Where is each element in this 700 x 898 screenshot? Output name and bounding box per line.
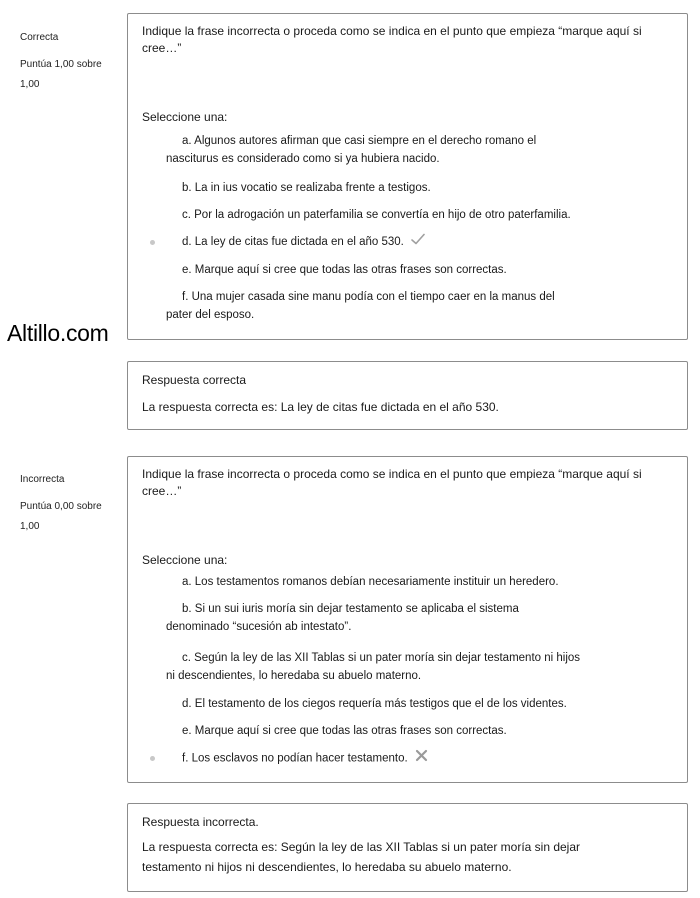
question-2-feedback [127, 803, 688, 892]
q2-option-c-line1: c. Según la ley de las XII Tablas si un pater moría sin dejar testamento ni hijos [182, 652, 581, 664]
check-icon [411, 233, 425, 251]
question-2-state: Incorrecta [20, 474, 65, 485]
question-1-grade: Puntúa 1,00 sobre 1,00 [20, 59, 102, 90]
question-2-prompt: Seleccione una: [142, 553, 228, 567]
question-2-feedback-line1: La respuesta correcta es: Según la ley de las XII Tablas si un pater moría sin dejar [142, 840, 581, 854]
question-2-feedback-title: Respuesta incorrecta. [142, 815, 259, 829]
q2-option-b[interactable] [166, 600, 636, 636]
q1-option-e[interactable] [182, 261, 507, 279]
q2-option-b-line1: b. Si un sui iuris moría sin dejar testamento se aplicaba el sistema [182, 603, 519, 615]
q2-option-d[interactable] [182, 695, 567, 713]
q2-option-f-radio[interactable] [150, 756, 155, 761]
q2-option-c-line2: ni descendientes, lo heredaba su abuelo materno. [166, 670, 422, 682]
q1-option-d-label: d. La ley de citas fue dictada en el año 530. [182, 236, 404, 249]
q1-option-a[interactable] [166, 132, 636, 168]
question-1-card [127, 13, 688, 340]
q2-option-a[interactable] [182, 573, 559, 591]
altillo-watermark: Altillo.com [7, 320, 109, 346]
q1-option-f-line1: f. Una mujer casada sine manu podía con el tiempo caer en la manus del [182, 291, 555, 303]
question-1-feedback-title: Respuesta correcta [142, 373, 247, 387]
question-2-info [20, 470, 118, 537]
question-2-card [127, 456, 688, 783]
question-1-feedback-body: La respuesta correcta es: La ley de citas fue dictada en el año 530. [142, 400, 499, 414]
q1-option-c-label: c. Por la adrogación un paterfamilia se convertía en hijo de otro paterfamilia. [182, 209, 571, 221]
question-1-info [20, 28, 118, 95]
q2-option-e-label: e. Marque aquí si cree que todas las otras frases son correctas. [182, 725, 507, 737]
cross-icon [415, 749, 428, 768]
q2-option-f-label: f. Los esclavos no podían hacer testamento. [182, 752, 408, 765]
question-1-text: Indique la frase incorrecta o proceda como se indica en el punto que empieza “marque aquí si cree…” [142, 24, 642, 55]
q2-option-c[interactable] [166, 649, 666, 685]
q1-option-b[interactable] [182, 179, 431, 197]
q2-option-b-line2: denominado “sucesión ab intestato”. [166, 621, 352, 633]
q2-option-d-label: d. El testamento de los ciegos requería más testigos que el de los videntes. [182, 698, 567, 710]
q1-option-e-label: e. Marque aquí si cree que todas las otras frases son correctas. [182, 264, 507, 276]
q1-option-a-line2: nasciturus es considerado como si ya hubiera nacido. [166, 153, 440, 165]
question-1-feedback [127, 361, 688, 430]
q1-option-f[interactable] [166, 288, 636, 324]
question-2-grade: Puntúa 0,00 sobre 1,00 [20, 501, 102, 532]
q2-option-e[interactable] [182, 722, 507, 740]
q1-option-c[interactable] [182, 206, 571, 224]
q1-option-d-radio[interactable] [150, 240, 155, 245]
q1-option-b-label: b. La in ius vocatio se realizaba frente a testigos. [182, 182, 431, 194]
q1-option-d[interactable] [182, 233, 425, 251]
q1-option-f-line2: pater del esposo. [166, 309, 255, 321]
q2-option-f[interactable] [182, 749, 428, 768]
question-2-feedback-line2: testamento ni hijos ni descendientes, lo heredaba su abuelo materno. [142, 860, 512, 874]
question-1-state: Correcta [20, 32, 59, 43]
q1-option-a-line1: a. Algunos autores afirman que casi siempre en el derecho romano el [182, 135, 537, 147]
question-1-prompt: Seleccione una: [142, 110, 228, 124]
question-2-text: Indique la frase incorrecta o proceda como se indica en el punto que empieza “marque aquí si cree…” [142, 467, 642, 498]
q2-option-a-label: a. Los testamentos romanos debían necesariamente instituir un heredero. [182, 576, 559, 588]
